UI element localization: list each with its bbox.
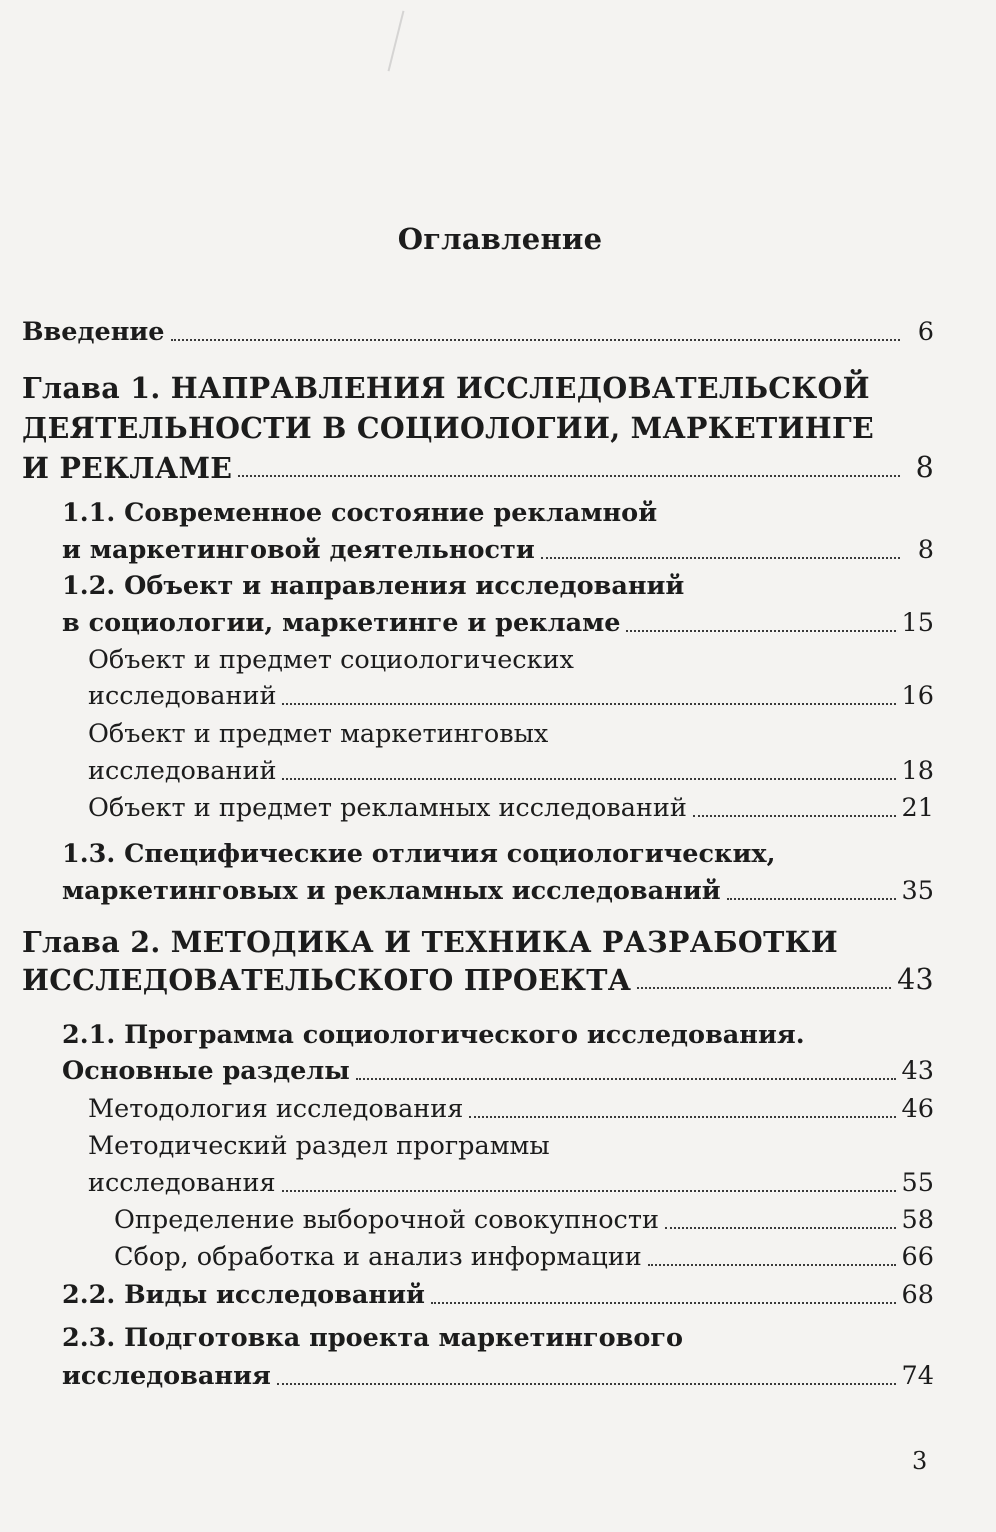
toc-page-number: 55 bbox=[901, 1168, 934, 1198]
chapter-1-title-line-2: ДЕЯТЕЛЬНОСТИ В СОЦИОЛОГИИ, МАРКЕТИНГЕ bbox=[22, 411, 874, 445]
dot-leader bbox=[727, 898, 896, 900]
toc-entry-text: и маркетинговой деятельности bbox=[62, 535, 535, 565]
toc-page-number: 18 bbox=[901, 756, 934, 786]
toc-page-number: 16 bbox=[901, 681, 934, 711]
toc-entry-subsection-2-1b1[interactable] bbox=[114, 1202, 934, 1238]
dot-leader bbox=[238, 475, 900, 477]
dot-leader bbox=[541, 557, 900, 559]
dot-leader bbox=[282, 1190, 896, 1192]
toc-entry-subsection-1-2b[interactable] bbox=[88, 753, 934, 789]
section-2-3-line-1: 2.3. Подготовка проекта маркетингового bbox=[62, 1323, 684, 1353]
section-1-1-line-1: 1.1. Современное состояние рекламной bbox=[62, 498, 658, 528]
dot-leader bbox=[282, 703, 895, 705]
dot-leader bbox=[665, 1227, 896, 1229]
dot-leader bbox=[356, 1078, 896, 1080]
dot-leader bbox=[648, 1264, 896, 1266]
toc-entry-text: исследования bbox=[62, 1361, 271, 1391]
toc-entry-text: в социологии, маркетинге и рекламе bbox=[62, 608, 621, 638]
section-2-1-line-1: 2.1. Программа социологического исследования. bbox=[62, 1020, 805, 1050]
toc-entry-subsection-2-1b[interactable] bbox=[88, 1165, 934, 1201]
section-1-3-line-1: 1.3. Специфические отличия социологических, bbox=[62, 839, 776, 869]
toc-title: Оглавление bbox=[397, 222, 603, 256]
toc-page-number: 35 bbox=[901, 876, 934, 906]
toc-page-number: 8 bbox=[915, 451, 934, 484]
toc-page-number: 43 bbox=[897, 963, 934, 996]
toc-entry-section-2-1[interactable] bbox=[62, 1053, 934, 1089]
toc-entry-subsection-1-2a[interactable] bbox=[88, 678, 934, 714]
toc-page-number: 21 bbox=[901, 793, 934, 823]
subsection-2-1b-line-1: Методический раздел программы bbox=[88, 1131, 550, 1161]
toc-entry-subsection-2-1b2[interactable] bbox=[114, 1239, 934, 1275]
toc-entry-text: Объект и предмет рекламных исследований bbox=[88, 793, 687, 823]
dot-leader bbox=[693, 815, 896, 817]
dot-leader bbox=[431, 1302, 896, 1304]
toc-entry-section-2-3[interactable] bbox=[62, 1358, 934, 1394]
toc-page-number: 15 bbox=[901, 608, 934, 638]
chapter-1-title-line-1: Глава 1. НАПРАВЛЕНИЯ ИССЛЕДОВАТЕЛЬСКОЙ bbox=[22, 371, 870, 405]
page-number: 3 bbox=[912, 1447, 928, 1475]
toc-entry-subsection-1-2c[interactable] bbox=[88, 790, 934, 826]
subsection-1-2a-line-1: Объект и предмет социологических bbox=[88, 645, 574, 675]
dot-leader bbox=[469, 1116, 895, 1118]
pencil-mark bbox=[388, 11, 405, 72]
toc-entry-chapter-2[interactable] bbox=[22, 962, 934, 998]
dot-leader bbox=[171, 339, 900, 341]
chapter-2-title-line-1: Глава 2. МЕТОДИКА И ТЕХНИКА РАЗРАБОТКИ bbox=[22, 925, 839, 959]
toc-entry-section-2-2[interactable] bbox=[62, 1277, 934, 1313]
toc-entry-section-1-2[interactable] bbox=[62, 605, 934, 641]
section-1-2-line-1: 1.2. Объект и направления исследований bbox=[62, 571, 685, 601]
toc-entry-text: Определение выборочной совокупности bbox=[114, 1205, 659, 1235]
toc-entry-text: ИССЛЕДОВАТЕЛЬСКОГО ПРОЕКТА bbox=[22, 963, 632, 997]
toc-page-number: 66 bbox=[901, 1242, 934, 1272]
toc-page-number: 43 bbox=[901, 1056, 934, 1086]
toc-page-number: 58 bbox=[901, 1205, 934, 1235]
toc-entry-intro[interactable] bbox=[22, 314, 934, 350]
toc-entry-subsection-2-1a[interactable] bbox=[88, 1091, 934, 1127]
toc-entry-text: исследования bbox=[88, 1168, 276, 1198]
toc-entry-section-1-3[interactable] bbox=[62, 873, 934, 909]
toc-entry-text: маркетинговых и рекламных исследований bbox=[62, 876, 721, 906]
toc-entry-chapter-1[interactable] bbox=[22, 450, 934, 486]
toc-entry-text: 2.2. Виды исследований bbox=[62, 1280, 425, 1310]
toc-page-number: 6 bbox=[917, 317, 934, 347]
dot-leader bbox=[626, 630, 895, 632]
toc-entry-text: Методология исследования bbox=[88, 1094, 464, 1124]
toc-entry-text: Введение bbox=[22, 317, 165, 347]
toc-entry-text: Основные разделы bbox=[62, 1056, 350, 1086]
toc-entry-text: И РЕКЛАМЕ bbox=[22, 451, 233, 485]
dot-leader bbox=[282, 778, 895, 780]
subsection-1-2b-line-1: Объект и предмет маркетинговых bbox=[88, 719, 549, 749]
toc-entry-text: Сбор, обработка и анализ информации bbox=[114, 1242, 642, 1272]
toc-page-number: 46 bbox=[901, 1094, 934, 1124]
dot-leader bbox=[637, 987, 891, 989]
toc-page-number: 8 bbox=[917, 535, 934, 565]
toc-page-number: 68 bbox=[901, 1280, 934, 1310]
toc-entry-text: исследований bbox=[88, 681, 277, 711]
dot-leader bbox=[277, 1383, 896, 1385]
toc-entry-text: исследований bbox=[88, 756, 277, 786]
toc-entry-section-1-1[interactable] bbox=[62, 532, 934, 568]
toc-page-number: 74 bbox=[901, 1361, 934, 1391]
